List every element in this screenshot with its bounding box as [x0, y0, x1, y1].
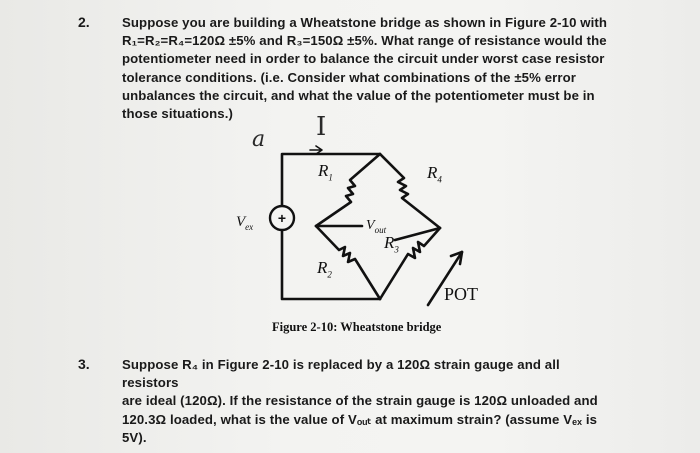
label-r3: $R_3$: [384, 233, 399, 255]
figure-caption: Figure 2-10: Wheatstone bridge: [272, 320, 442, 334]
handwritten-i-annotation: I: [316, 112, 327, 142]
label-r4: $R_4$: [427, 163, 442, 185]
handwritten-a-annotation: a: [252, 127, 266, 152]
question-3-line: 5V).: [122, 429, 147, 445]
question-2-line: tolerance conditions. (i.e. Consider what combinations of the ±5% error: [122, 69, 576, 85]
label-pot: POT: [444, 284, 479, 304]
question-3-text: [122, 356, 614, 447]
voltage-source-plus-sign: +: [277, 210, 287, 226]
question-2-line: unbalances the circuit, and what the value of the potentiometer must be in: [122, 87, 595, 103]
question-2-line: R₁=R₂=R₄=120Ω ±5% and R₃=150Ω ±5%. What range of resistance would the: [122, 33, 607, 49]
question-3-number: 3.: [78, 356, 90, 372]
label-r1: $R_1$: [318, 161, 333, 183]
question-3-line: are ideal (120Ω). If the resistance of the strain gauge is 120Ω unloaded and: [122, 393, 598, 409]
question-2-line: those situations.): [122, 106, 233, 122]
question-2-line: Suppose you are building a Wheatstone bridge as shown in Figure 2-10 with: [122, 15, 608, 30]
question-3-line: 120.3Ω loaded, what is the value of Vₒᵤₜ at maximum strain? (assume Vₑₓ is: [122, 411, 598, 427]
label-vout: $V_{out}$: [366, 218, 387, 235]
label-r2: $R_2$: [317, 258, 332, 280]
question-2-number: 2.: [78, 14, 90, 30]
question-2-line: potentiometer need in order to balance the circuit under worst case resistor: [122, 51, 605, 67]
question-3-line: Suppose R₄ in Figure 2-10 is replaced by a 120Ω strain gauge and all resistors: [122, 357, 560, 391]
label-vex: $V_{ex}$: [236, 214, 254, 232]
